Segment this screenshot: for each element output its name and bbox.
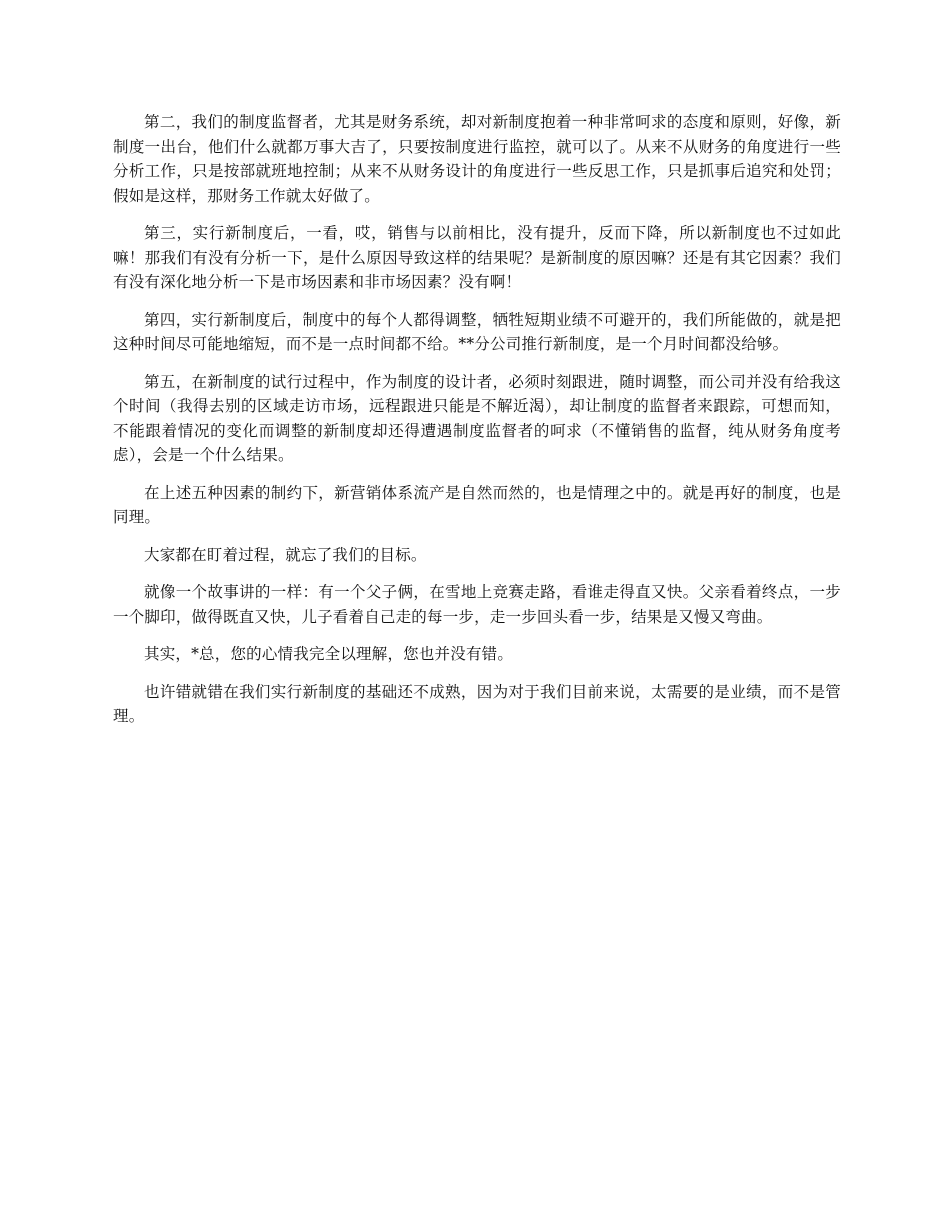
paragraph-4: 第四，实行新制度后，制度中的每个人都得调整，牺牲短期业绩不可避开的，我们所能做的，就是把这种时间尽可能地缩短，而不是一点时间都不给。**分公司推行新制度，是一个月时间都没给够。 (113, 310, 841, 353)
paragraph-goal: 大家都在盯着过程，就忘了我们的目标。 (144, 545, 427, 564)
paragraph-story: 就像一个故事讲的一样：有一个父子俩，在雪地上竞赛走路，看谁走得直又快。父亲看着终点，一步一个脚印，做得既直又快，儿子看着自己走的每一步，走一步回头看一步，结果是又慢又弯曲。 (113, 583, 841, 626)
paragraph-conclusion: 在上述五种因素的制约下，新营销体系流产是自然而然的，也是情理之中的。就是再好的制度，也是同理。 (113, 483, 841, 526)
paragraph-5: 第五，在新制度的试行过程中，作为制度的设计者，必须时刻跟进，随时调整，而公司并没有给我这个时间（我得去别的区域走访市场，远程跟进只能是不解近渴），却让制度的监督者来跟踪，可想而知，不能跟着情况的变化而调整的新制度却还得遭遇制度监督者的呵求（不懂销售的监督，纯从财务角度考虑），会是一个什么结果。 (113, 372, 841, 464)
paragraph-understanding: 其实，*总，您的心情我完全以理解，您也并没有错。 (144, 645, 514, 663)
paragraph-final: 也许错就错在我们实行新制度的基础还不成熟，因为对于我们目前来说，太需要的是业绩，而不是管理。 (113, 682, 841, 725)
document-body (113, 110, 841, 742)
paragraph-2: 第二，我们的制度监督者，尤其是财务系统，却对新制度抱着一种非常呵求的态度和原则，好像，新制度一出台，他们什么就都万事大吉了，只要按制度进行监控，就可以了。从来不从财务的角度进行一些分析工作，只是按部就班地控制；从来不从财务设计的角度进行一些反思工作，只是抓事后追究和处罚；假如是这样，那财务工作就太好做了。 (113, 113, 841, 205)
paragraph-3: 第三，实行新制度后，一看，哎，销售与以前相比，没有提升，反而下降，所以新制度也不过如此嘛！那我们有没有分析一下，是什么原因导致这样的结果呢？是新制度的原因嘛？还是有其它因素？我们有没有深化地分析一下是市场因素和非市场因素？没有啊！ (113, 224, 841, 291)
